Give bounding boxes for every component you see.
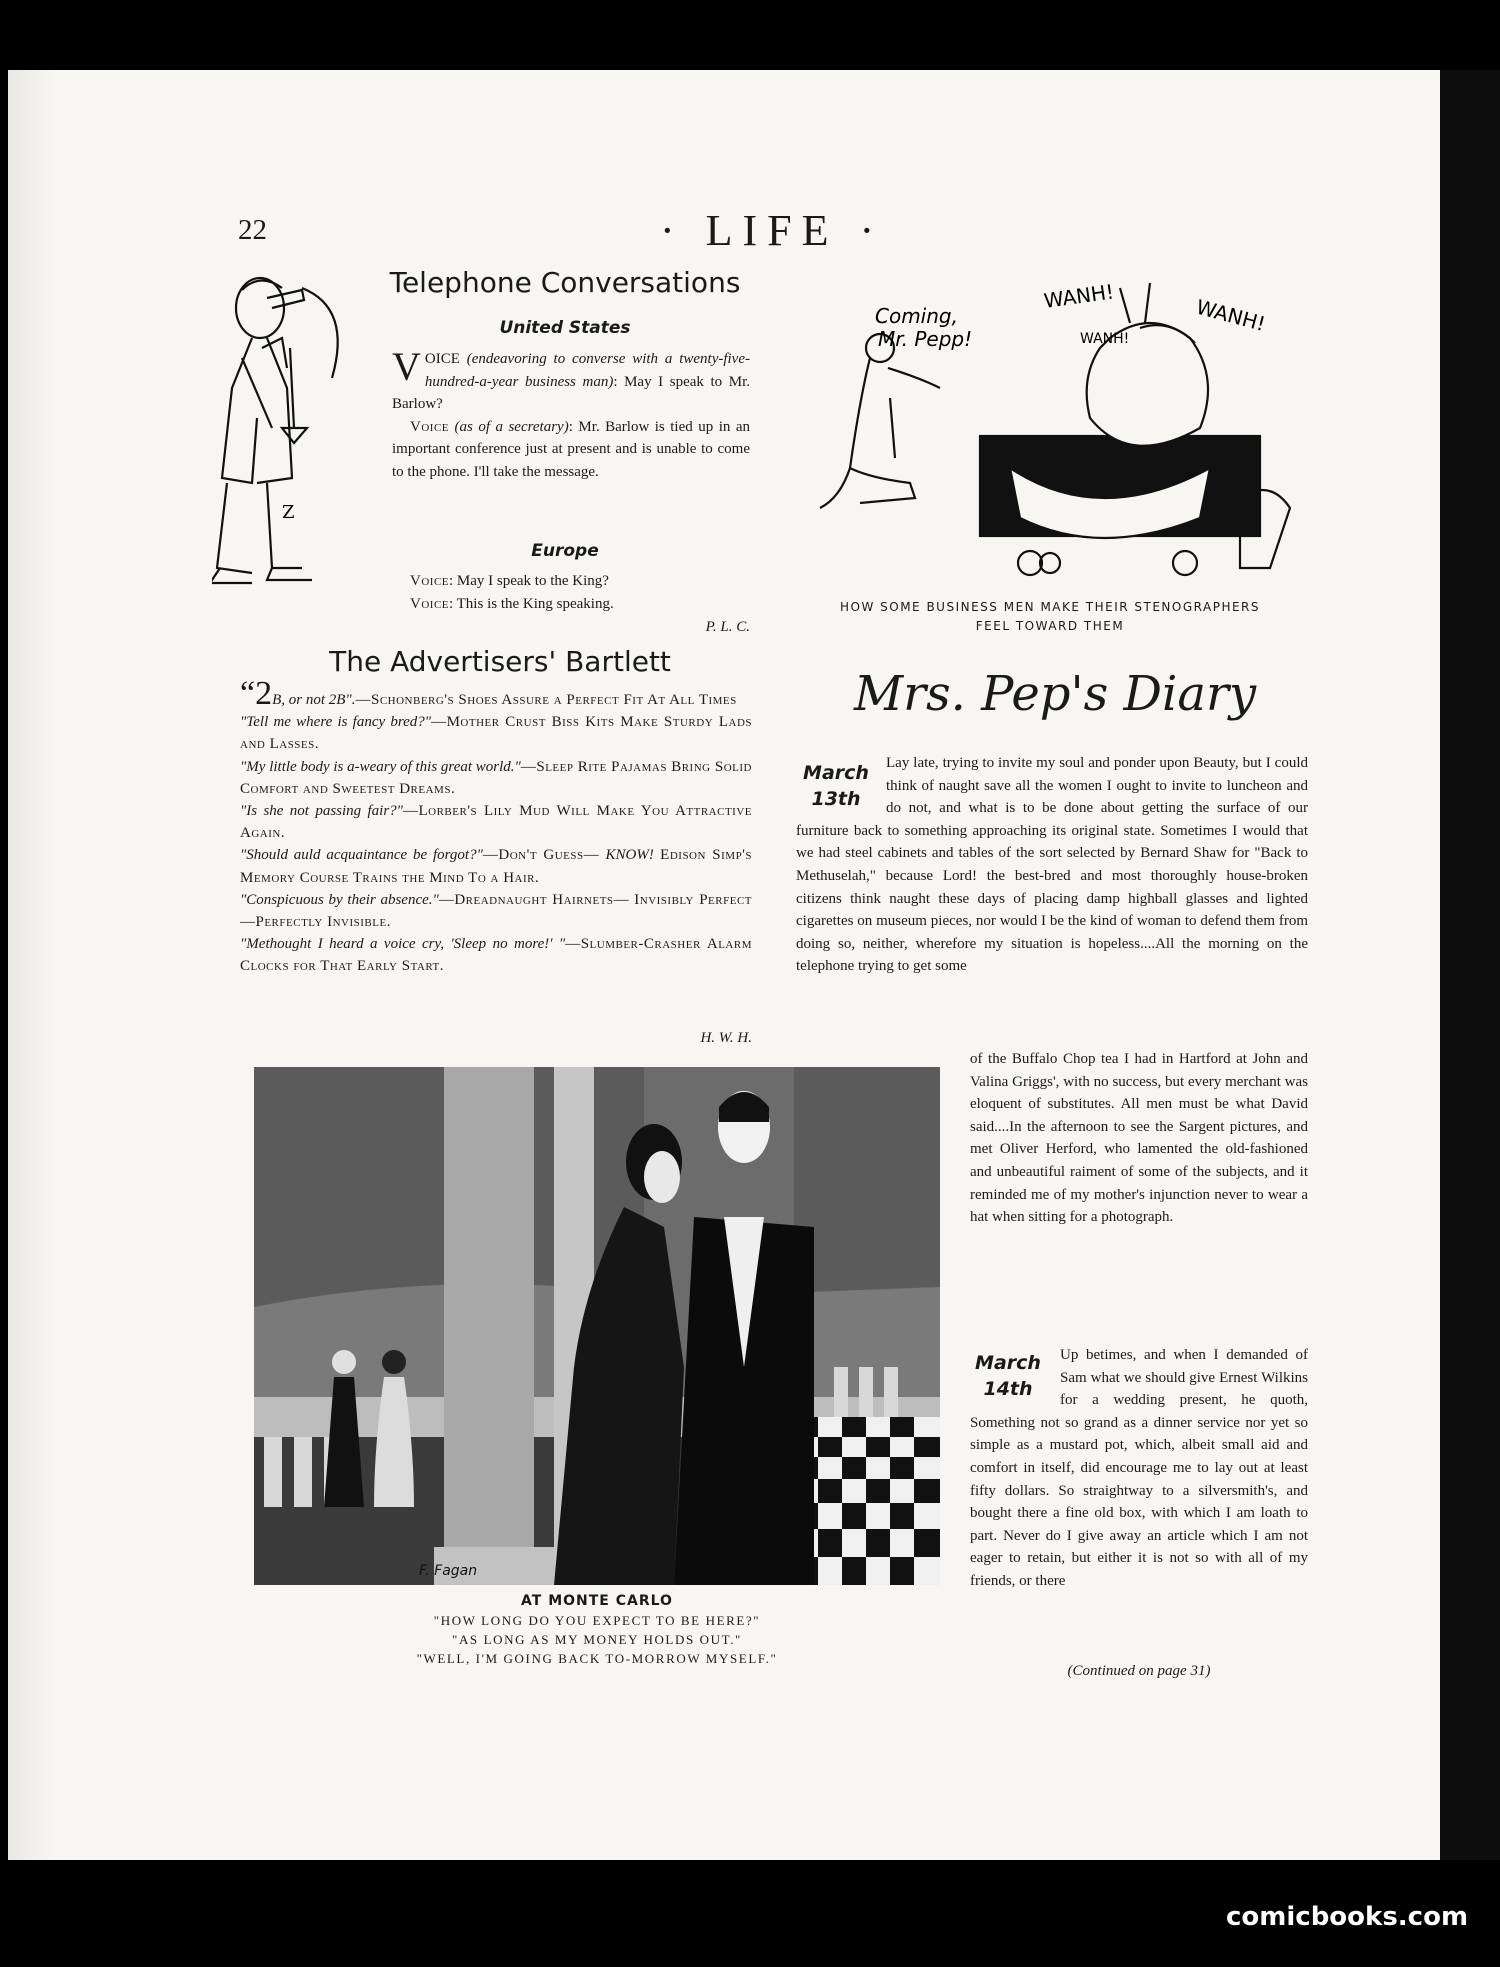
telephone-title: Telephone Conversations <box>389 266 741 299</box>
artist-signature: F. Fagan <box>419 1563 478 1579</box>
entry2-date: March 14th <box>975 1352 1041 1400</box>
wanh-2: WANH! <box>1080 331 1130 347</box>
entry1-date: March 13th <box>803 762 869 810</box>
bartlett-line: "Methought I heard a voice cry, 'Sleep no more!' "—Slumber-Crasher Alarm Clocks for That Early Start. <box>240 936 752 975</box>
bartlett-quotes <box>240 675 753 978</box>
entry2-text: Up betimes, and when I demanded of Sam what we should give Ernest Wilkins for a wedding present, he quoth, Something not so grand as a dinner service nor yet so simple as a mustard pot, which, albeit small aid and comfort in itself, did encourage me to lay out at least fifty dollars. So straightway to a silversmith's, and bought there a fine old box, with which I am loath to part. Never do I give away an article which I am not eager to retain, but either it is not so with all of my friends, or there <box>970 1347 1308 1589</box>
entry1-text: Lay late, trying to invite my soul and ponder upon Beauty, but I could think of naught save all the women I ought to invite to luncheon and do not, and what is to be done about getting the surface of our furniture back to something approaching its original state. Sometimes I would that we had steel cabinets and tables of the sort selected by Bernard Shaw for "Back to Methuselah," because Lord! the best-bred and most thoroughly house-broken citizens think naught these days of placing damp highball glasses and lighted cigarettes on museum pieces, nor would I be the kind of woman to defend them from doing so, neither, wherefore my situation is hopeless....All the morning on the telephone trying to get some <box>796 755 1308 975</box>
bartlett-line: "Conspicuous by their absence."—Dreadnaught Hairnets— Invisibly Perfect—Perfectly Invisible. <box>240 891 753 931</box>
telephone-signature: P. L. C. <box>705 619 750 635</box>
bartlett-line: "Tell me where is fancy bred?"—Mother Crust Biss Kits Make Sturdy Lads and Lasses. <box>240 714 753 753</box>
bartlett-signature: H. W. H. <box>700 1030 752 1046</box>
bartlett-line: "My little body is a-weary of this great world."—Sleep Rite Pajamas Bring Solid Comfort and Sweetest Dreams. <box>240 758 752 797</box>
binding-shadow <box>1440 70 1500 1860</box>
bartlett-line: "Is she not passing fair?"—Lorber's Lily Mud Will Make You Attractive Again. <box>240 803 753 842</box>
illustration-caption: AT MONTE CARLO "HOW LONG DO YOU EXPECT TO BE HERE?" "AS LONG AS MY MONEY HOLDS OUT." "WELL, I'M GOING BACK TO-MORROW MYSELF." <box>254 1592 940 1668</box>
us-heading: United States <box>499 318 631 338</box>
speech-coming: Coming, <box>875 304 958 328</box>
bartlett-line: "Should auld acquaintance be forgot?"—Don't Guess— KNOW! Edison Simp's Memory Course Trains the Mind To a Hair. <box>240 847 753 886</box>
monte-carlo-illustration <box>254 1067 940 1585</box>
europe-dialogue: Voice: May I speak to the King? Voice: This is the King speaking. <box>410 573 614 612</box>
europe-heading: Europe <box>531 541 599 561</box>
page-number: 22 <box>238 214 267 246</box>
speech-mr-pepp: Mr. Pepp! <box>878 327 973 351</box>
diary-title: Mrs. Pep's Diary <box>853 666 1257 722</box>
masthead: · LIFE · <box>660 206 885 255</box>
cartoon-caption: HOW SOME BUSINESS MEN MAKE THEIR STENOGRAPHERS FEEL TOWARD THEM <box>839 600 1261 633</box>
wanh-1: WANH! <box>1042 279 1116 313</box>
boss-cartoon-illustration <box>800 268 1300 590</box>
checkerboard-floor <box>794 1417 940 1585</box>
watermark: comicbooks.com <box>1226 1902 1469 1932</box>
wanh-3: WANH! <box>1193 294 1268 337</box>
continued-note: (Continued on page 31) <box>1067 1663 1211 1679</box>
big-quote: “2 <box>240 675 273 712</box>
dropcap: V <box>392 344 421 389</box>
bartlett-line: “2B, or not 2B".—Schonberg's Shoes Assure a Perfect Fit At All Times <box>240 675 737 712</box>
caption-title: AT MONTE CARLO <box>521 1593 673 1609</box>
us-dialogue: VOICE (endeavoring to converse with a twenty-five-hundred-a-year business man): May I speak to Mr. Barlow? Voice (as of a secretary): Mr. Barlow is tied up in an important conference just at present and is unable to come to the phone. I'll take the message. <box>392 344 751 480</box>
telephone-man-illustration <box>212 268 372 588</box>
bartlett-title: The Advertisers' Bartlett <box>329 645 671 678</box>
page-edge <box>8 70 56 1860</box>
svg-text:Z: Z <box>282 502 295 523</box>
entry1-text-continued: of the Buffalo Chop tea I had in Hartford at John and Valina Griggs', with no success, but every merchant was eloquent of substitutes. All men must be what David said....In the afternoon to see the Sargent pictures, and met Oliver Herford, who lamented the old-fashioned and unbeautiful raiment of some of the subjects, and it reminded me of my mother's injunction never to wear a hat when sitting for a photograph. <box>970 1051 1308 1226</box>
